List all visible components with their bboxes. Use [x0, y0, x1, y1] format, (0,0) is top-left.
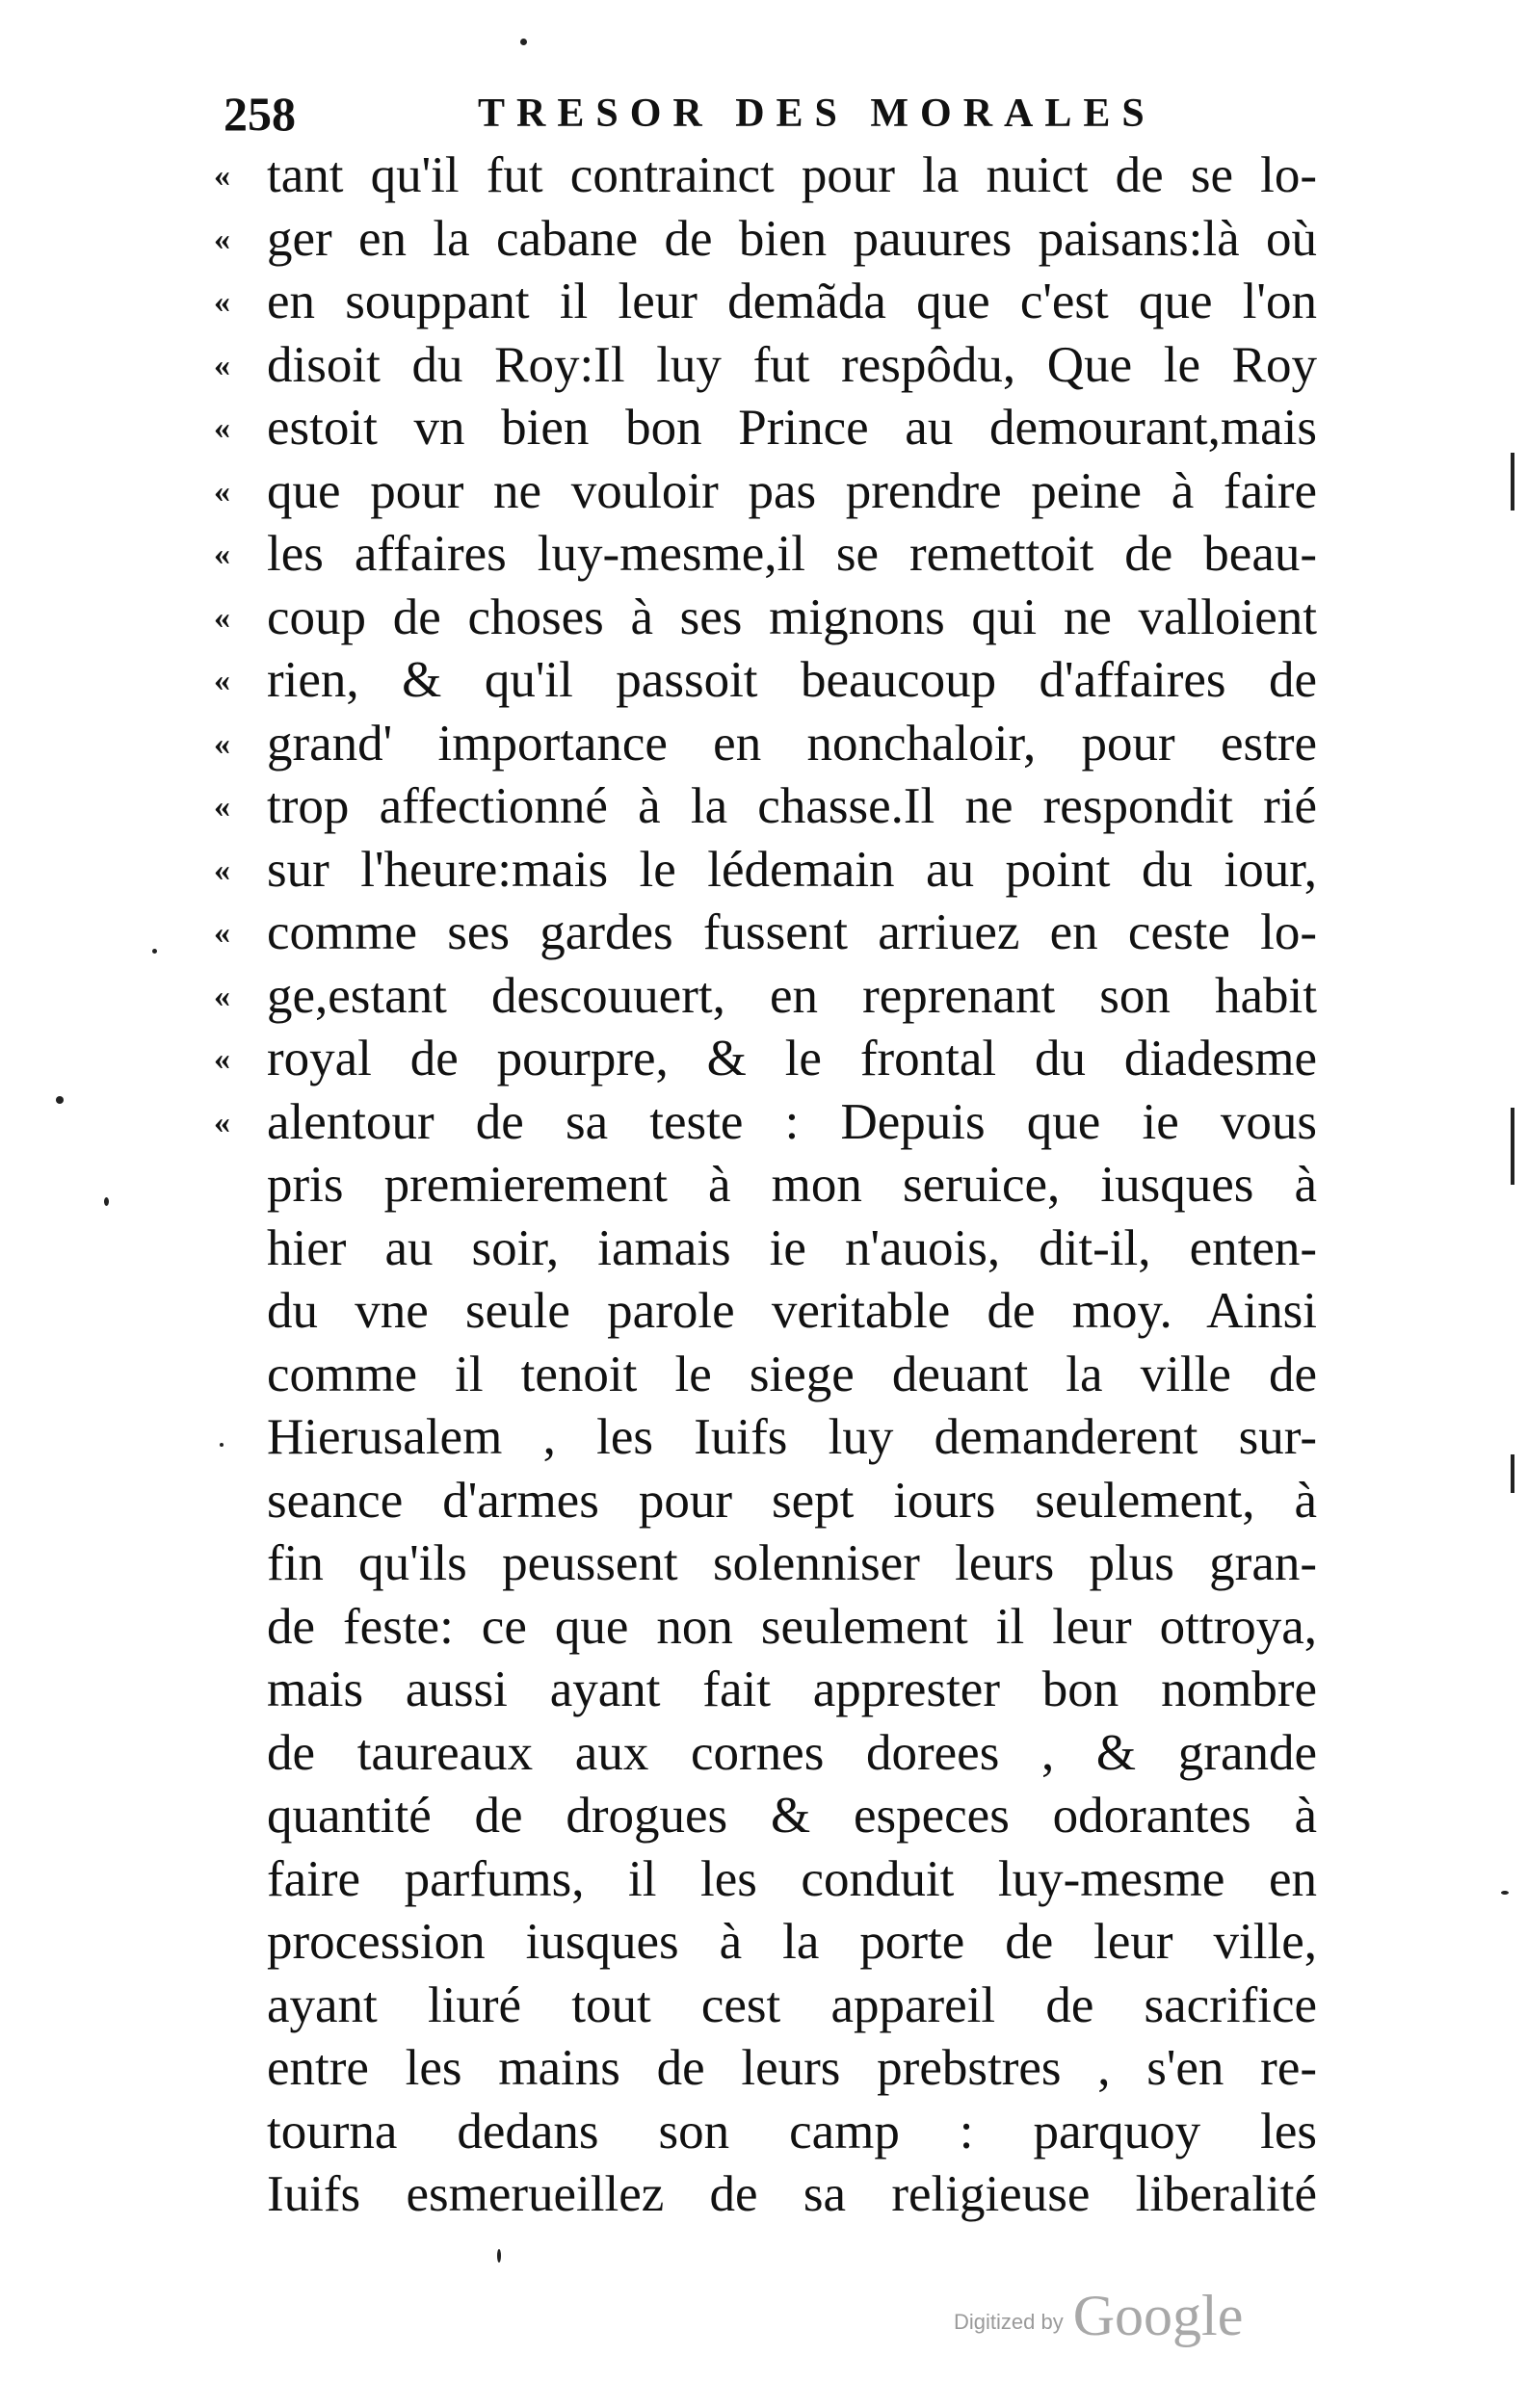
line-text: hier au soir, iamais ie n'auois, dit-il, enten-	[267, 1219, 1317, 1276]
text-line	[214, 1848, 1317, 1912]
line-text: rien, & qu'il passoit beaucoup d'affaires de	[267, 652, 1317, 708]
scan-speck	[56, 1096, 64, 1104]
line-text: ger en la cabane de bien pauures paisans:là où	[267, 210, 1317, 267]
text-line	[214, 271, 1317, 334]
text-line	[214, 1532, 1317, 1596]
quotation-mark: «	[214, 1041, 230, 1077]
running-title: TRESOR DES MORALES	[478, 92, 1156, 136]
line-text: disoit du Roy:Il luy fut respôdu, Que le Roy	[267, 336, 1317, 393]
text-line	[214, 1470, 1317, 1533]
line-text: tant qu'il fut contrainct pour la nuict de se lo-	[267, 147, 1317, 203]
text-line	[214, 1406, 1317, 1470]
text-line	[214, 523, 1317, 587]
text-line	[214, 1091, 1317, 1155]
page-edge-mark	[1511, 1108, 1514, 1185]
line-text: quantité de drogues & especes odorantes à	[267, 1788, 1317, 1844]
line-text: grand' importance en nonchaloir, pour estre	[267, 715, 1317, 772]
text-line	[214, 1217, 1317, 1281]
quotation-mark: «	[214, 537, 230, 572]
text-line	[214, 1911, 1317, 1975]
line-text: comme ses gardes fussent arriuez en ceste lo-	[267, 904, 1317, 960]
digitization-watermark	[954, 2283, 1244, 2347]
line-text: mais aussi ayant fait apprester bon nombre	[267, 1662, 1317, 1717]
line-text: fin qu'ils peussent solenniser leurs plus gran-	[267, 1535, 1317, 1591]
text-line	[214, 1975, 1317, 2038]
quotation-mark: «	[214, 978, 230, 1014]
scan-speck	[220, 1443, 224, 1447]
text-line	[214, 334, 1317, 398]
line-text: de taureaux aux cornes dorees , & grande	[267, 1724, 1317, 1781]
text-line	[214, 2101, 1317, 2164]
text-line	[214, 1596, 1317, 1660]
text-line	[214, 839, 1317, 903]
quotation-mark: «	[214, 158, 230, 194]
line-text: alentour de sa teste : Depuis que ie vous	[267, 1093, 1317, 1150]
line-text: comme il tenoit le siege deuant la ville de	[267, 1346, 1317, 1402]
line-text: de feste: ce que non seulement il leur ottroya,	[267, 1598, 1317, 1655]
scan-speck	[104, 1197, 109, 1206]
text-line	[214, 2163, 1317, 2227]
text-line	[214, 1280, 1317, 1344]
page-header	[224, 85, 1283, 143]
text-line	[214, 1722, 1317, 1786]
text-line	[214, 1154, 1317, 1217]
line-text: ayant liuré tout cest appareil de sacrifice	[267, 1976, 1317, 2033]
line-text: estoit vn bien bon Prince au demourant,mais	[267, 400, 1317, 456]
page-edge-mark	[1511, 1454, 1514, 1493]
quotation-mark: «	[214, 1104, 230, 1140]
quotation-mark: «	[214, 347, 230, 383]
quotation-mark: «	[214, 410, 230, 446]
quotation-mark: «	[214, 851, 230, 888]
body-text	[214, 144, 1317, 2227]
quotation-mark: «	[214, 663, 230, 698]
line-text: tourna dedans son camp : parquoy les	[267, 2103, 1317, 2159]
quotation-mark: «	[214, 284, 230, 320]
line-text: royal de pourpre, & le frontal du diadesme	[267, 1031, 1317, 1086]
line-text: sur l'heure:mais le lédemain au point du iour,	[267, 841, 1317, 898]
page-edge-mark	[1511, 453, 1514, 510]
text-line	[214, 1659, 1317, 1722]
google-logo: Google	[1072, 2284, 1244, 2347]
quotation-mark: «	[214, 599, 230, 636]
line-text: faire parfums, il les conduit luy-mesme en	[267, 1850, 1317, 1907]
quotation-mark: «	[214, 221, 230, 257]
text-line	[214, 144, 1317, 208]
quotation-mark: «	[214, 725, 230, 762]
text-line	[214, 208, 1317, 272]
text-line	[214, 2037, 1317, 2101]
text-line	[214, 775, 1317, 839]
line-text: que pour ne vouloir pas prendre peine à faire	[267, 462, 1317, 519]
text-line	[214, 587, 1317, 650]
scan-speck	[497, 2249, 501, 2263]
quotation-mark: «	[214, 915, 230, 951]
text-line	[214, 649, 1317, 713]
line-text: seance d'armes pour sept iours seulement, à	[267, 1472, 1317, 1529]
page-number: 258	[224, 87, 296, 141]
quotation-mark: «	[214, 789, 230, 824]
text-line	[214, 1028, 1317, 1091]
text-line	[214, 965, 1317, 1029]
text-line	[214, 713, 1317, 776]
text-line	[214, 902, 1317, 965]
line-text: en souppant il leur demãda que c'est que l'on	[267, 274, 1317, 329]
text-line	[214, 397, 1317, 460]
line-text: entre les mains de leurs prebstres , s'en re-	[267, 2040, 1317, 2096]
line-text: ge,estant descouuert, en reprenant son habit	[267, 967, 1317, 1024]
scan-speck	[1501, 1891, 1509, 1895]
line-text: procession iusques à la porte de leur ville,	[267, 1914, 1317, 1970]
line-text: coup de choses à ses mignons qui ne valloient	[267, 589, 1317, 645]
scan-speck	[152, 949, 157, 954]
scan-speck	[520, 39, 527, 45]
text-line	[214, 1344, 1317, 1407]
line-text: les affaires luy-mesme,il se remettoit de beau-	[267, 526, 1317, 582]
line-text: pris premierement à mon seruice, iusques à	[267, 1157, 1317, 1213]
line-text: Iuifs esmerueillez de sa religieuse liberalité	[267, 2166, 1317, 2222]
line-text: Hierusalem , les Iuifs luy demanderent sur-	[267, 1409, 1317, 1465]
text-line	[214, 460, 1317, 524]
text-line	[214, 1785, 1317, 1848]
line-text: trop affectionné à la chasse.Il ne respondit rié	[267, 778, 1317, 834]
watermark-prefix: Digitized by	[954, 2310, 1064, 2334]
quotation-mark: «	[214, 473, 230, 510]
line-text: du vne seule parole veritable de moy. Ainsi	[267, 1283, 1317, 1339]
